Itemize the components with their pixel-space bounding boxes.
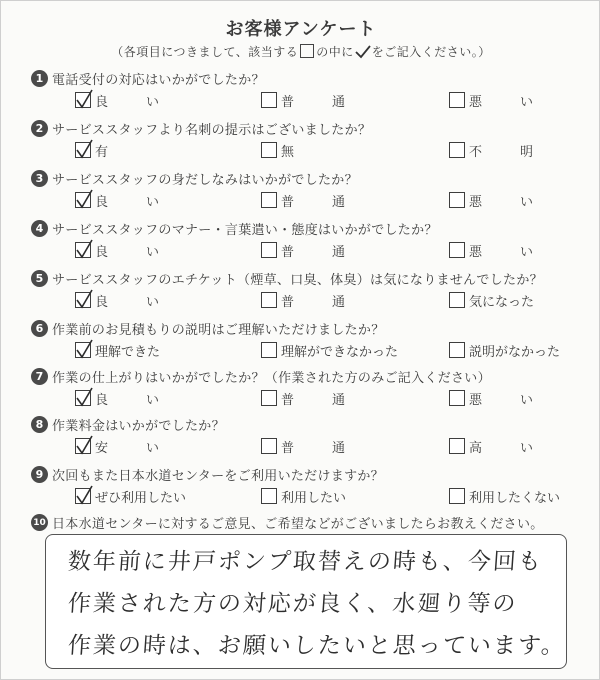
question-number-badge: 2 <box>31 120 48 137</box>
answer-option[interactable] <box>449 487 560 505</box>
answer-option[interactable] <box>75 141 108 159</box>
checkmark-icon <box>74 238 94 260</box>
option-label: 良い <box>95 294 198 310</box>
question-10 <box>31 513 544 532</box>
question-text: サービススタッフより名刺の提示はございましたか？ <box>52 122 372 138</box>
question-line <box>31 69 265 87</box>
checked-checkbox[interactable] <box>75 342 91 358</box>
question-number-badge: 5 <box>31 270 48 287</box>
checked-checkbox[interactable] <box>75 92 91 108</box>
checkbox[interactable] <box>261 292 277 308</box>
answer-option[interactable] <box>75 437 197 455</box>
instructions-after: をご記入ください。） <box>371 45 491 59</box>
checkbox[interactable] <box>449 92 465 108</box>
checkmark-icon <box>74 88 94 110</box>
option-label: 良い <box>95 94 198 110</box>
checkmark-icon <box>74 434 94 456</box>
question-number-badge: 8 <box>31 416 48 433</box>
question-text: 作業の仕上がりはいかがでしたか？（作業された方のみご記入ください） <box>52 370 491 386</box>
question-2 <box>31 119 591 169</box>
answer-option[interactable] <box>261 437 383 455</box>
option-label: 利用したくない <box>469 490 561 506</box>
option-label: 良い <box>95 244 198 260</box>
question-4 <box>31 219 591 269</box>
checkbox[interactable] <box>261 242 277 258</box>
question-number-badge: 4 <box>31 220 48 237</box>
answer-option[interactable] <box>261 241 383 259</box>
handwritten-line: 数年前に井戸ポンプ取替えの時も、今回も <box>66 549 544 575</box>
question-line <box>31 269 543 287</box>
checkbox[interactable] <box>449 438 465 454</box>
option-label: 悪い <box>469 94 572 110</box>
checkmark-icon <box>74 138 94 160</box>
checkbox[interactable] <box>261 142 277 158</box>
checked-checkbox[interactable] <box>75 390 91 406</box>
answer-option[interactable] <box>261 191 383 209</box>
question-text: サービススタッフの身だしなみはいかがでしたか？ <box>52 172 358 188</box>
checkbox[interactable] <box>261 92 277 108</box>
answer-option[interactable] <box>75 91 197 109</box>
option-label: 悪い <box>469 392 572 408</box>
answer-option[interactable] <box>75 291 197 309</box>
question-text: サービススタッフのマナー・言葉遣い・態度はいかがでしたか？ <box>52 222 438 238</box>
checkbox[interactable] <box>261 488 277 504</box>
checkbox[interactable] <box>449 192 465 208</box>
question-7 <box>31 367 591 417</box>
answer-option[interactable] <box>449 437 571 455</box>
option-label: 普通 <box>281 194 384 210</box>
question-text: 次回もまた日本水道センターをご利用いただけますか？ <box>52 468 384 484</box>
answer-option[interactable] <box>449 141 571 159</box>
answer-option[interactable] <box>449 191 571 209</box>
option-label: 普通 <box>281 94 384 110</box>
option-label: 悪い <box>469 194 572 210</box>
answer-option[interactable] <box>261 291 383 309</box>
question-line <box>31 219 438 237</box>
question-number-badge: 3 <box>31 170 48 187</box>
checkmark-icon <box>74 338 94 360</box>
answer-option[interactable] <box>75 341 160 359</box>
checkbox[interactable] <box>449 292 465 308</box>
option-label: 説明がなかった <box>469 344 561 360</box>
question-6 <box>31 319 591 369</box>
question-number-badge: 7 <box>31 368 48 385</box>
option-label: 安い <box>95 440 198 456</box>
option-label: 理解ができなかった <box>281 344 399 360</box>
option-label: 普通 <box>281 244 384 260</box>
question-8 <box>31 415 591 465</box>
question-line <box>31 169 358 187</box>
option-label: 良い <box>95 392 198 408</box>
question-line <box>31 465 384 483</box>
option-label: 気になった <box>469 294 535 310</box>
instructions <box>1 43 600 62</box>
answer-option[interactable] <box>75 389 197 407</box>
checkmark-icon <box>74 386 94 408</box>
answer-option[interactable] <box>75 191 197 209</box>
option-label: 良い <box>95 194 198 210</box>
question-number-badge: 6 <box>31 320 48 337</box>
checkbox[interactable] <box>261 342 277 358</box>
question-number-badge: 9 <box>31 466 48 483</box>
checked-checkbox[interactable] <box>75 142 91 158</box>
answer-option[interactable] <box>261 341 398 359</box>
checked-checkbox[interactable] <box>75 242 91 258</box>
checked-checkbox[interactable] <box>75 292 91 308</box>
answer-option[interactable] <box>75 487 186 505</box>
option-label: 無 <box>281 144 295 160</box>
question-1 <box>31 69 591 119</box>
checked-checkbox[interactable] <box>75 438 91 454</box>
option-label: ぜひ利用したい <box>95 490 187 506</box>
instructions-before: （各項目につきまして、該当する <box>111 45 299 59</box>
checkbox[interactable] <box>261 438 277 454</box>
handwritten-line: 作業された方の対応が良く、水廻り等の <box>66 591 519 617</box>
answer-option[interactable] <box>449 389 571 407</box>
question-line <box>31 367 491 385</box>
answer-option[interactable] <box>449 91 571 109</box>
option-label: 利用したい <box>281 490 347 506</box>
handwritten-line: 作業の時は、お願いしたいと思っています。 <box>66 633 567 659</box>
checkbox[interactable] <box>449 390 465 406</box>
example-checkbox-icon <box>300 44 314 58</box>
question-text: 作業前のお見積もりの説明はご理解いただけましたか？ <box>52 322 385 338</box>
checkbox[interactable] <box>261 192 277 208</box>
checkbox[interactable] <box>449 242 465 258</box>
answer-option[interactable] <box>261 389 383 407</box>
answer-option[interactable] <box>449 241 571 259</box>
checkmark-icon <box>355 45 371 62</box>
question-text: 作業料金はいかがでしたか？ <box>52 418 225 434</box>
checkbox[interactable] <box>261 390 277 406</box>
option-label: 理解できた <box>95 344 161 360</box>
question-9 <box>31 465 591 515</box>
checked-checkbox[interactable] <box>75 192 91 208</box>
instructions-middle: の中に <box>316 45 354 59</box>
question-number-badge: 10 <box>31 514 48 531</box>
page-title: お客様アンケート <box>225 19 377 40</box>
answer-option[interactable] <box>261 487 346 505</box>
question-line <box>31 319 385 337</box>
checkbox[interactable] <box>449 488 465 504</box>
checked-checkbox[interactable] <box>75 488 91 504</box>
question-number-badge: 1 <box>31 70 48 87</box>
question-line <box>31 119 371 137</box>
option-label: 高い <box>469 440 572 456</box>
question-5 <box>31 269 591 319</box>
comment-box[interactable] <box>45 534 567 669</box>
option-label: 不明 <box>469 144 572 160</box>
answer-option[interactable] <box>261 91 383 109</box>
question-text: 電話受付の対応はいかがでしたか？ <box>52 72 265 88</box>
option-label: 普通 <box>281 440 384 456</box>
answer-option[interactable] <box>261 141 294 159</box>
question-line <box>31 415 225 433</box>
checkbox[interactable] <box>449 342 465 358</box>
option-label: 普通 <box>281 392 384 408</box>
answer-option[interactable] <box>449 291 534 309</box>
question-text: サービススタッフのエチケット（煙草、口臭、体臭）は気になりませんでしたか？ <box>52 272 543 288</box>
checkmark-icon <box>74 188 94 210</box>
answer-option[interactable] <box>449 341 560 359</box>
answer-option[interactable] <box>75 241 197 259</box>
option-label: 普通 <box>281 294 384 310</box>
option-label: 有 <box>95 144 109 160</box>
checkbox[interactable] <box>449 142 465 158</box>
question-text: 日本水道センターに対するご意見、ご希望などがございましたらお教えください。 <box>52 517 544 532</box>
checkmark-icon <box>74 484 94 506</box>
option-label: 悪い <box>469 244 572 260</box>
checkmark-icon <box>74 288 94 310</box>
question-3 <box>31 169 591 219</box>
